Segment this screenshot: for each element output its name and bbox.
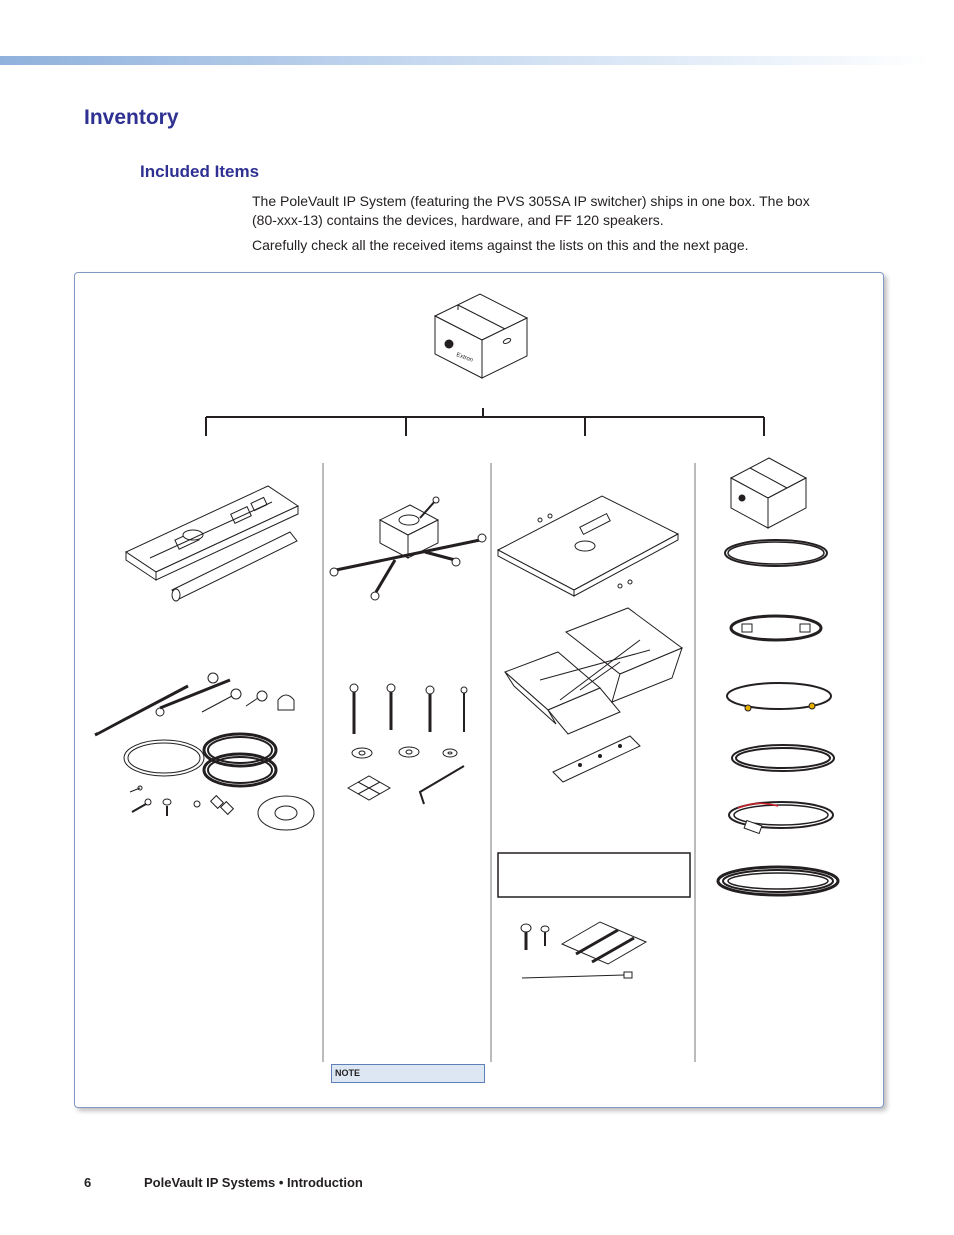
tree-connector (206, 408, 764, 436)
hardware-kit-icon (95, 673, 314, 830)
check-paragraph: Carefully check all the received items against the lists on this and the next page. (252, 237, 749, 253)
projector-mount-icon (330, 497, 486, 600)
velcro-pads-icon (562, 922, 646, 964)
section-subtitle: Included Items (140, 162, 260, 181)
accessory-box-icon (731, 458, 806, 528)
vga-cable-icon (731, 616, 821, 640)
speaker-enclosure-icon (505, 608, 682, 734)
note-box: NOTE (331, 1064, 485, 1083)
speaker-cable-icon (729, 802, 833, 833)
pole-adapter-plate-icon (126, 486, 298, 580)
screw-set-icon (521, 924, 549, 950)
audio-cable-icon (727, 683, 831, 711)
power-cable-icon (732, 745, 834, 771)
intro-paragraph: The PoleVault IP System (featuring the PVS 305SA IP switcher) ships in one box. The box (80-xxx-13) contains the devices, hardware, and FF 120 speakers. (252, 193, 810, 228)
page-title: Inventory (84, 106, 179, 129)
ceiling-tile-plate-icon (498, 496, 678, 596)
mounting-bracket-icon (553, 736, 640, 782)
footer-title: PoleVault IP Systems • Introduction (144, 1175, 363, 1190)
hex-key-icon (420, 766, 464, 804)
velcro-pads-icon (348, 776, 390, 800)
cable-tie-icon (522, 972, 632, 978)
info-box (498, 853, 690, 897)
long-cable-icon (718, 867, 838, 895)
shipping-box-icon (435, 294, 527, 378)
page-number: 6 (84, 1175, 92, 1190)
black-cable-icon (725, 540, 827, 566)
screw-set-icon (350, 684, 467, 734)
svg-text:Extron: Extron (455, 352, 474, 364)
washer-set-icon (352, 747, 457, 758)
